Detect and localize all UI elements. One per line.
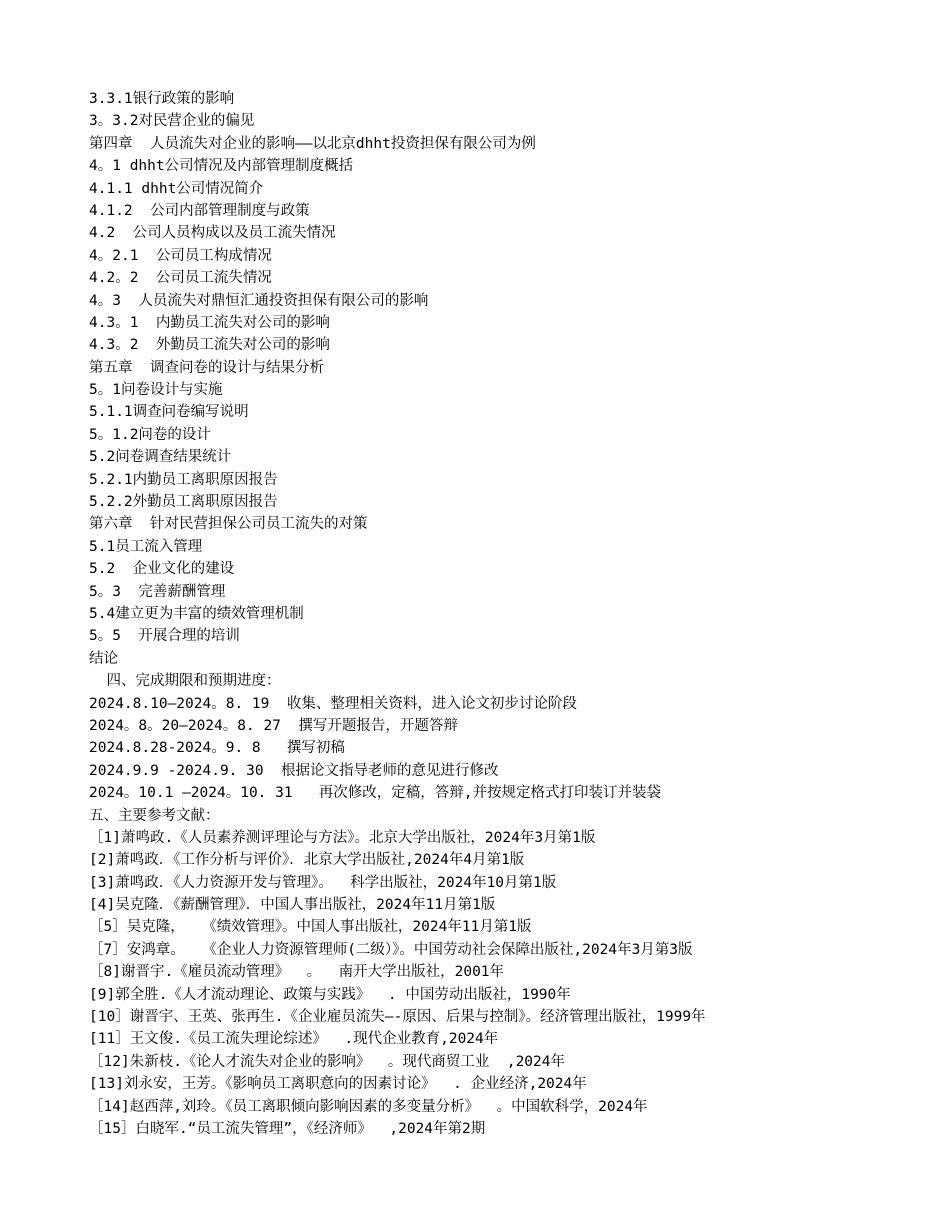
outline-line: 5。1.2问卷的设计 (89, 426, 211, 443)
references-heading: 五、主要参考文献： (89, 807, 220, 824)
chapter-heading: 第五章 调查问卷的设计与结果分析 (89, 359, 324, 376)
schedule-item: 2024.8.28-2024。9. 8 撰写初稿 (89, 740, 345, 757)
reference-item: ［15］白晓军.“员工流失管理”，《经济师》 ,2024年第2期 (89, 1120, 486, 1137)
reference-item: [11］王文俊.《员工流失理论综述》 .现代企业教育,2024年 (89, 1031, 499, 1048)
reference-item: ［14]赵西萍,刘玲。《员工离职倾向影响因素的多变量分析》 。中国软科学，2024年 (89, 1098, 648, 1115)
reference-item: ［8]谢晋宇.《雇员流动管理》 。 南开大学出版社，2001年 (89, 964, 505, 981)
reference-item: [4]吴克隆．《薪酬管理》．中国人事出版社，2024年11月第1版 (89, 897, 496, 914)
schedule-item: 2024.9.9 -2024.9. 30 根据论文指导老师的意见进行修改 (89, 762, 499, 779)
outline-line: 4。3 人员流失对鼎恒汇通投资担保有限公司的影响 (89, 292, 429, 309)
outline-line: 3.3.1银行政策的影响 (89, 91, 235, 107)
schedule-heading: 四、完成期限和预期进度： (89, 673, 281, 690)
reference-item: [13]刘永安，王芳。《影响员工离职意向的因素讨论》 . 企业经济,2024年 (89, 1076, 587, 1093)
reference-item: ［7］安鸿章。 《企业人力资源管理师(二级）》。中国劳动社会保障出版社,2024年3月第3版 (89, 941, 693, 958)
reference-item: [2]萧鸣政．《工作分析与评价》．北京大学出版社,2024年4月第1版 (89, 852, 525, 869)
outline-line: 4.1.1 dhht公司情况简介 (89, 180, 264, 197)
outline-line: 5。5 开展合理的培训 (89, 628, 240, 645)
outline-line: 4.2 公司人员构成以及员工流失情况 (89, 225, 336, 242)
schedule-section (89, 670, 929, 804)
outline-line: 4.1.2 公司内部管理制度与政策 (89, 202, 310, 219)
outline-line: 5.2 企业文化的建设 (89, 561, 235, 578)
references-section (89, 805, 929, 1141)
conclusion-heading: 结论 (89, 650, 118, 667)
chapter-heading: 第四章 人员流失对企业的影响——以北京dhht投资担保有限公司为例 (89, 135, 536, 152)
outline-line: 5。3 完善薪酬管理 (89, 583, 226, 600)
outline-line: 5.1.1调查问卷编写说明 (89, 404, 249, 421)
reference-item: [3]萧鸣政．《人力资源开发与管理》。 科学出版社，2024年10月第1版 (89, 874, 557, 891)
outline-line: 4。2.1 公司员工构成情况 (89, 247, 272, 264)
outline-line: 3。3.2对民营企业的偏见 (89, 113, 255, 130)
reference-item: ［5］吴克隆， 《绩效管理》。中国人事出版社，2024年11月第1版 (89, 919, 532, 936)
outline-line: 5.4建立更为丰富的绩效管理机制 (89, 605, 304, 622)
schedule-item: 2024。10.1 —2024。10. 31 再次修改，定稿，答辩,并按规定格式打印装订并装袋 (89, 785, 662, 802)
reference-item: ［1]萧鸣政.《人员素养测评理论与方法》。北京大学出版社，2024年3月第1版 (89, 829, 596, 846)
outline-line: 5.2问卷调查结果统计 (89, 449, 232, 466)
reference-item: [10］谢晋宇、王英、张再生.《企业雇员流失—-原因、后果与控制》。经济管理出版社，1999年 (89, 1009, 706, 1026)
reference-item: ［12]朱新枝.《论人才流失对企业的影响》 。现代商贸工业 ,2024年 (89, 1053, 565, 1070)
schedule-item: 2024。8。20—2024。8. 27 撰写开题报告，开题答辩 (89, 717, 458, 734)
outline-line: 5.2.2外勤员工离职原因报告 (89, 494, 278, 511)
outline-line: 5.2.1内勤员工离职原因报告 (89, 471, 278, 488)
outline-line: 5.1员工流入管理 (89, 538, 203, 555)
outline-line: 4.3。2 外勤员工流失对公司的影响 (89, 337, 330, 354)
document-page (89, 88, 929, 1140)
reference-item: [9]郭全胜.《人才流动理论、政策与实践》 . 中国劳动出版社，1990年 (89, 986, 571, 1003)
schedule-item: 2024.8.10—2024。8. 19 收集、整理相关资料，进入论文初步讨论阶段 (89, 695, 577, 712)
outline-line: 4.2。2 公司员工流失情况 (89, 270, 272, 287)
outline-line: 4.3。1 内勤员工流失对公司的影响 (89, 314, 330, 331)
outline-line: 5。1问卷设计与实施 (89, 382, 223, 399)
outline-line: 4。1 dhht公司情况及内部管理制度概括 (89, 158, 354, 175)
chapter-heading: 第六章 针对民营担保公司员工流失的对策 (89, 516, 368, 533)
outline-section (89, 88, 929, 670)
